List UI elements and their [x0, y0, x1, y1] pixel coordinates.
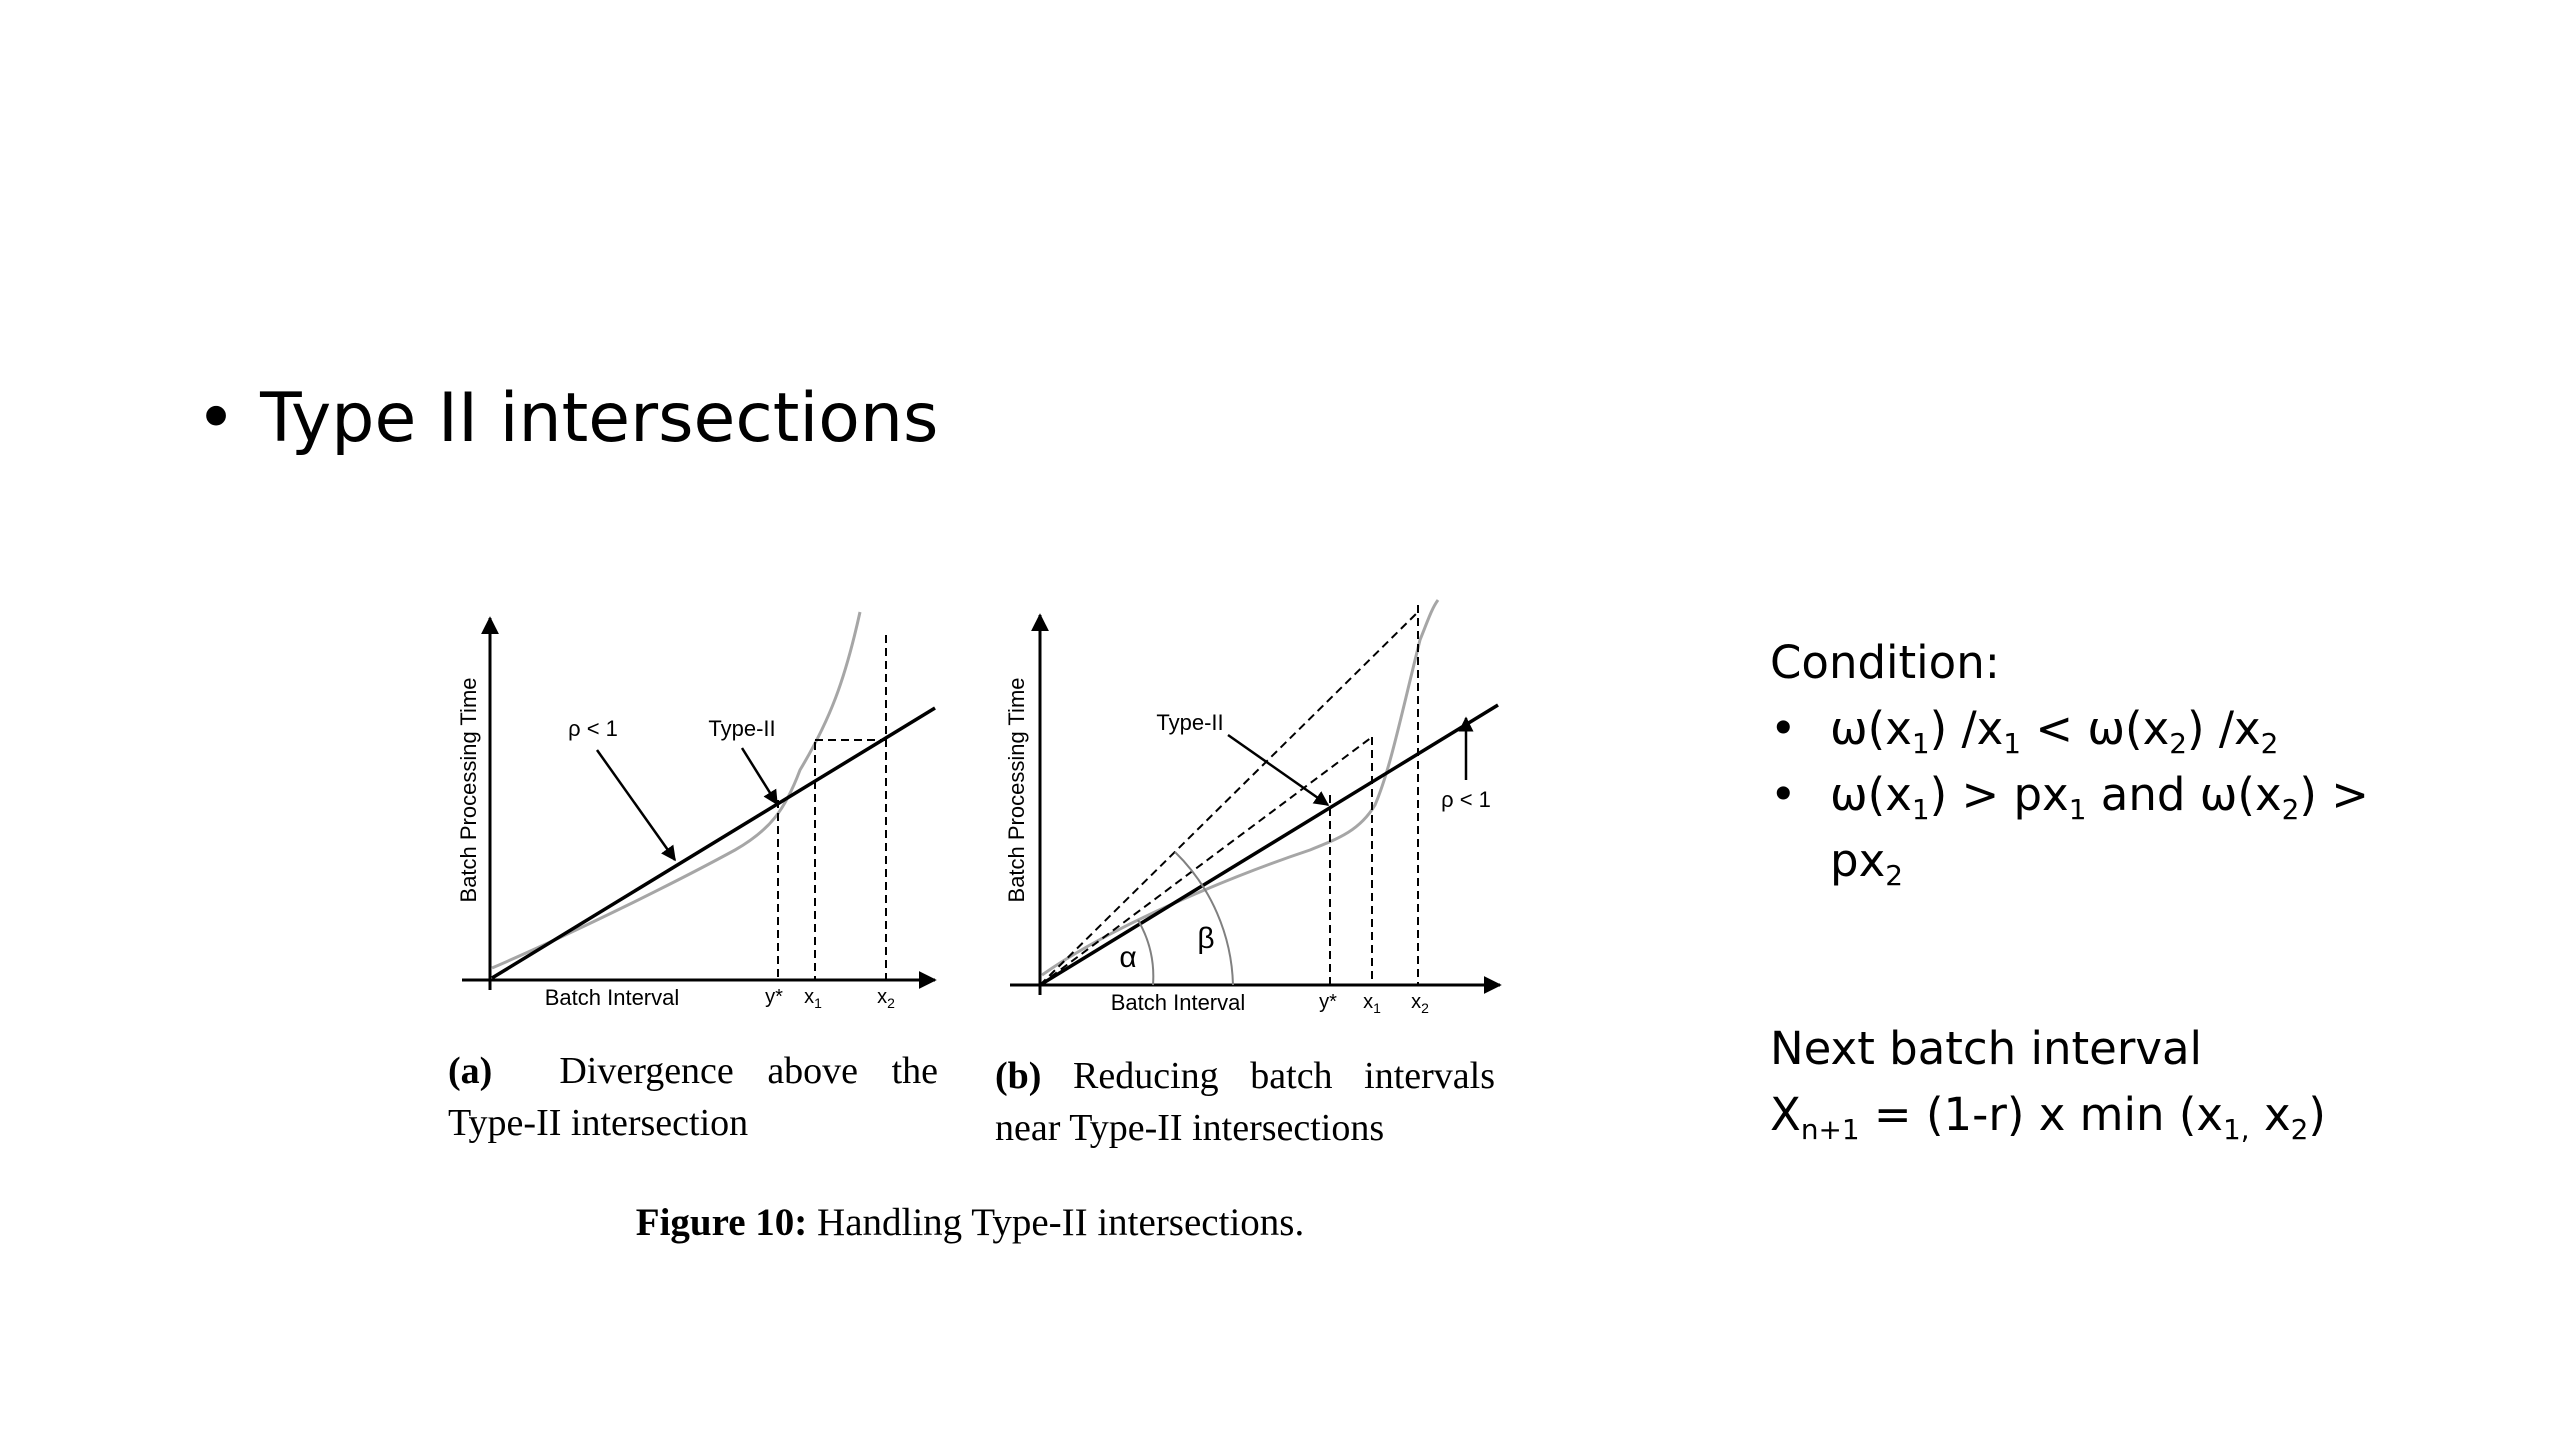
panel-a-rho-arrow: [597, 750, 675, 860]
next-batch-title: Next batch interval: [1770, 1022, 2203, 1075]
panel-b-tick-x2: $x_2$: [1411, 991, 1429, 1016]
next-batch-formula: $X_{n+1} = (1-r)$ x $\min (x_{1,}$ $x_2$): [1770, 1088, 2326, 1146]
panel-a-tick-x2: $x_2$: [877, 986, 895, 1011]
condition-item-2-continued: $px_2$: [1830, 834, 1903, 892]
panel-b-processing-curve: [1042, 600, 1438, 975]
panel-a-x-axis-label: Batch Interval: [544, 985, 680, 1010]
panel-a: [456, 612, 935, 1011]
panel-a-y-axis-label: Batch Processing Time: [456, 677, 481, 903]
panel-b-alpha-arc: [1138, 920, 1153, 985]
panel-a-rho-line: [492, 708, 935, 978]
figure-caption: [500, 1200, 1440, 1245]
panel-b-type2-arrow: [1228, 735, 1328, 805]
panel-a-caption-text: Divergence above the Type-II intersection: [448, 1050, 938, 1144]
panel-a-type2-arrow: [742, 748, 777, 804]
panel-b-rho-label: ρ < 1: [1441, 787, 1491, 812]
panel-b-tick-ystar: y*: [1319, 991, 1337, 1013]
panel-b-x-axis-label: Batch Interval: [1110, 990, 1246, 1015]
panel-b-caption-text: Reducing batch intervals near Type-II intersections: [995, 1055, 1495, 1149]
panel-a-processing-curve: [492, 612, 860, 968]
panel-b-type2-label: Type-II: [1156, 710, 1224, 735]
panel-a-rho-label: ρ < 1: [568, 716, 618, 741]
bullet-text: Type II intersections: [260, 379, 939, 458]
bullet-marker: •: [196, 379, 237, 458]
panel-b-caption: [995, 1050, 1495, 1154]
condition-item-2: • $\omega(x_1) > px_1$ and $\omega(x_2)$ >: [1770, 762, 2369, 828]
panel-a-type2-label: Type-II: [708, 716, 776, 741]
panel-b: [1004, 600, 1500, 1016]
panel-b-y-axis-label: Batch Processing Time: [1004, 677, 1029, 903]
panel-a-caption-label: (a): [448, 1050, 493, 1092]
panel-b-rho-line: [1040, 705, 1498, 985]
panel-b-beta-label: β: [1197, 922, 1215, 955]
panel-b-alpha-label: α: [1119, 941, 1137, 974]
figure-caption-text: Handling Type-II intersections.: [817, 1201, 1305, 1244]
panel-a-tick-x1: $x_1$: [804, 986, 822, 1011]
condition-bullet: •: [1770, 768, 1797, 821]
condition-bullet: •: [1770, 702, 1797, 755]
condition-item-1: • $\omega(x_1) /x_1 < \omega(x_2)$ $/x_2$: [1770, 696, 2278, 762]
panel-b-tick-x1: $x_1$: [1363, 991, 1381, 1016]
panel-a-tick-ystar: y*: [765, 986, 783, 1008]
condition-title: Condition:: [1770, 636, 2000, 689]
panel-b-caption-label: (b): [995, 1055, 1042, 1097]
panel-b-dash-diag-x2: [1040, 612, 1418, 985]
panel-a-caption: [448, 1045, 938, 1149]
figure-caption-label: Figure 10:: [635, 1201, 808, 1244]
